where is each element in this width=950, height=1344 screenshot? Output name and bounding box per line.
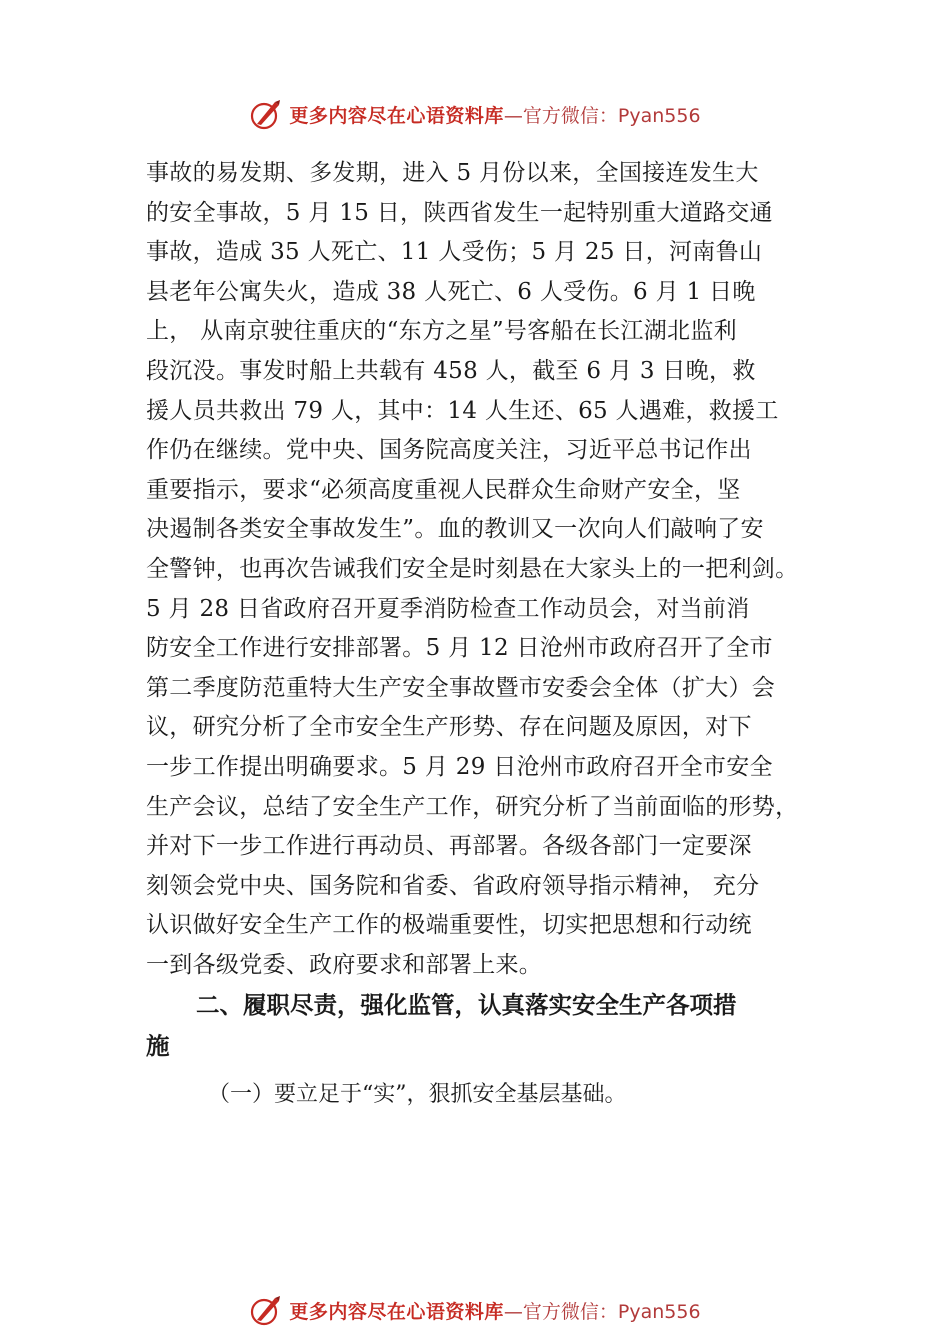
body-line: 生产会议，总结了安全生产工作，研究分析了当前面临的形势， [146, 793, 799, 820]
body-line: 事故的易发期、多发期，进入 5 月份以来，全国接连发生大 [146, 160, 759, 186]
quill-logo-icon [249, 97, 283, 131]
watermark-main-text: 更多内容尽在心语资料库 [289, 1300, 504, 1323]
quill-logo-icon [249, 1293, 283, 1327]
body-line: 一步工作提出明确要求。5 月 29 日沧州市政府召开全市安全 [146, 753, 773, 780]
document-body [146, 154, 836, 1115]
watermark-header [0, 94, 950, 134]
watermark-main-text: 更多内容尽在心语资料库 [289, 104, 504, 127]
body-line: 全警钟，也再次告诫我们安全是时刻悬在大家头上的一把利剑。 [146, 555, 799, 582]
watermark-contact-text: —官方微信：Pyan556 [503, 104, 701, 127]
body-line: 作仍在继续。党中央、国务院高度关注，习近平总书记作出 [146, 437, 752, 464]
body-line: 并对下一步工作进行再动员、再部署。各级各部门一定要深 [146, 833, 752, 860]
section-heading-line-2: 施 [146, 1032, 170, 1061]
body-line: 防安全工作进行安排部署。5 月 12 日沧州市政府召开了全市 [146, 635, 773, 662]
body-line: 5 月 28 日省政府召开夏季消防检查工作动员会，对当前消 [146, 595, 750, 622]
body-line: 的安全事故，5 月 15 日，陕西省发生一起特别重大道路交通 [146, 199, 773, 226]
body-line: 认识做好安全生产工作的极端重要性，切实把思想和行动统 [146, 912, 752, 939]
section-heading-line-1: 二、履职尽责，强化监管，认真落实安全生产各项措 [196, 991, 737, 1020]
body-line: 事故，造成 35 人死亡、11 人受伤；5 月 25 日，河南鲁山 [146, 239, 763, 266]
body-line: 一到各级党委、政府要求和部署上来。 [146, 951, 543, 978]
subsection-heading: （一）要立足于“实”，狠抓安全基层基础。 [208, 1082, 627, 1108]
body-line: 议，研究分析了全市安全生产形势、存在问题及原因，对下 [146, 714, 752, 741]
body-line: 段沉没。事发时船上共载有 458 人，截至 6 月 3 日晚，救 [146, 357, 756, 384]
body-line: 第二季度防范重特大生产安全事故暨市安委会全体（扩大）会 [146, 674, 776, 701]
body-line: 县老年公寓失火，造成 38 人死亡、6 人受伤。6 月 1 日晚 [146, 278, 756, 305]
body-line: 上， 从南京驶往重庆的“东方之星”号客船在长江湖北监利 [146, 318, 737, 345]
watermark-footer [0, 1290, 950, 1330]
body-paragraph [146, 154, 836, 985]
watermark-contact-text: —官方微信：Pyan556 [503, 1300, 701, 1323]
body-line: 刻领会党中央、国务院和省委、省政府领导指示精神， 充分 [146, 872, 760, 899]
body-line: 援人员共救出 79 人，其中：14 人生还、65 人遇难，救援工 [146, 397, 779, 424]
body-line: 重要指示，要求“必须高度重视人民群众生命财产安全，坚 [146, 476, 741, 503]
body-line: 决遏制各类安全事故发生”。血的教训又一次向人们敲响了安 [146, 516, 764, 543]
